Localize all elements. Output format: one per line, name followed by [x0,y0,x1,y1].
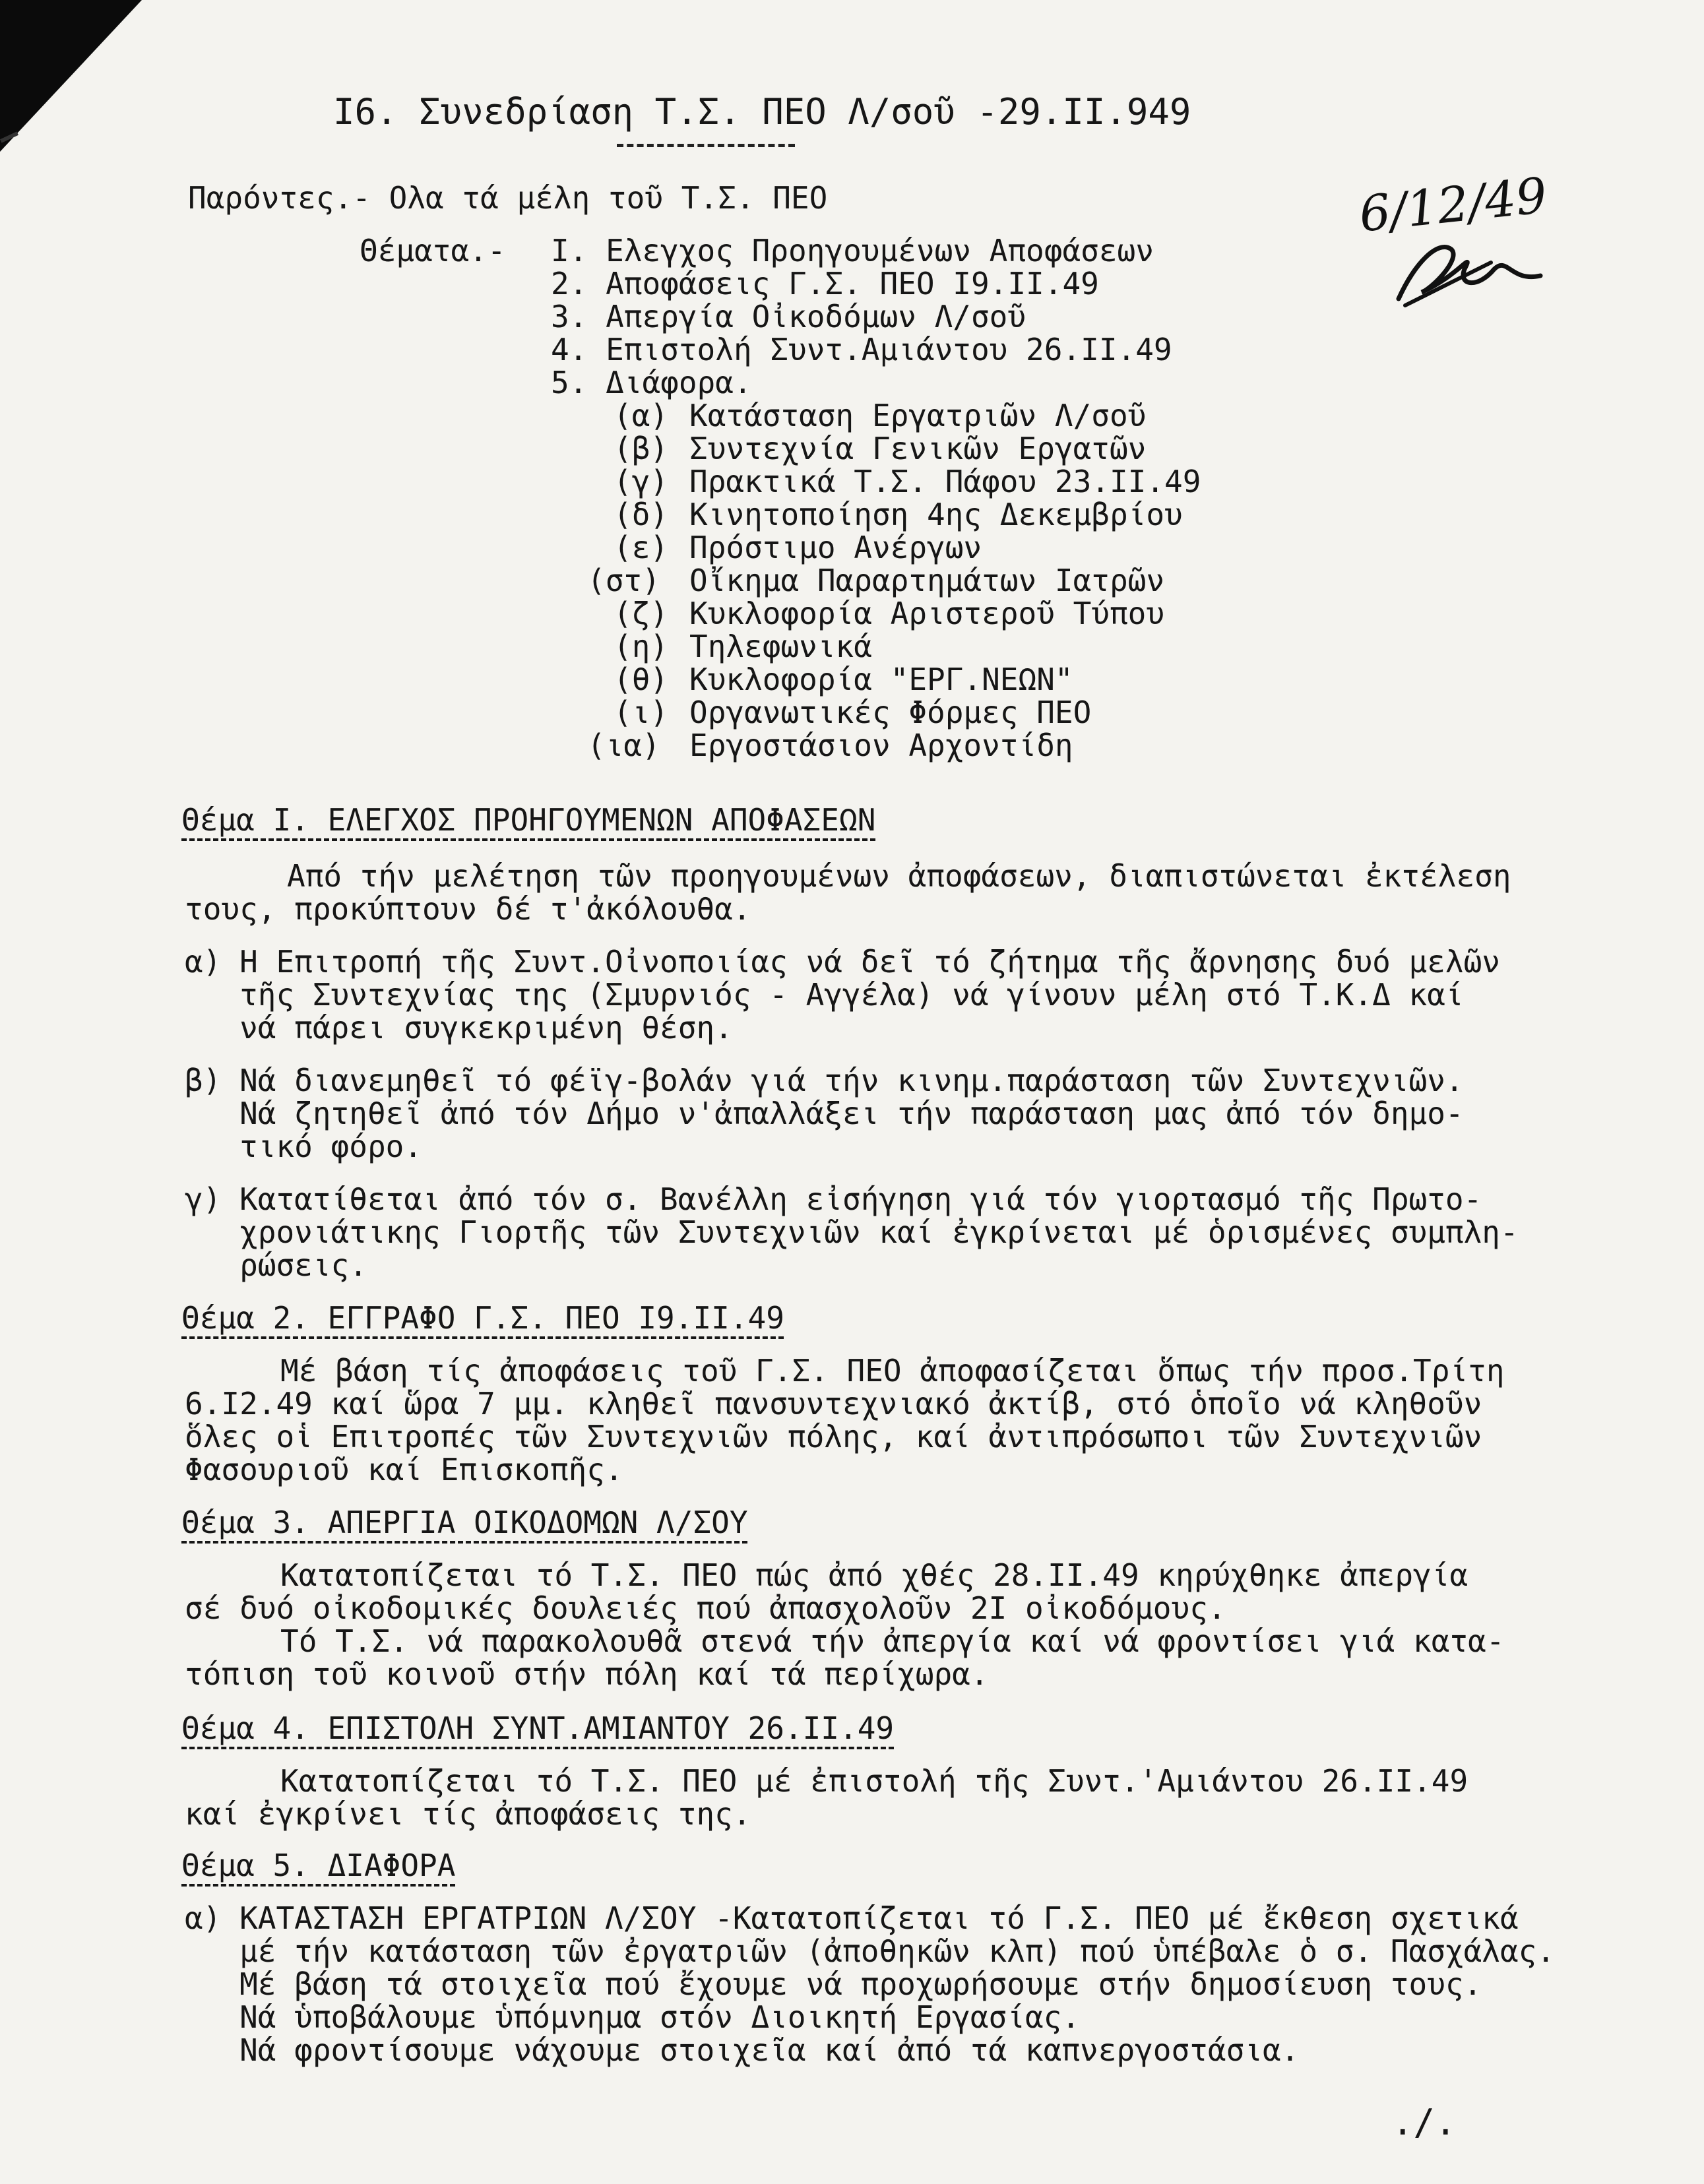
agenda-subitem-key: (η) [614,629,669,664]
agenda-subitem: Οἴκημα Παραρτημάτων Ιατρῶν [689,563,1165,598]
section-text: μέ τήν κατάσταση τῶν ἐργατριῶν (ἀποθηκῶν κλπ) πού ὑπέβαλε ὁ σ. Πασχάλας. [185,1933,1556,1969]
handwritten-date: 6/12/49 [1356,167,1550,243]
section-text: τους, προκύπτουν δέ τ'ἀκόλουθα. [185,891,751,927]
section-title: Θέμα 3. ΑΠΕΡΓΙΑ ΟΙΚΟΔΟΜΩΝ Λ/ΣΟΥ [181,1505,748,1540]
section-title: Θέμα 2. ΕΓΓΡΑΦΟ Γ.Σ. ΠΕΟ I9.II.49 [181,1300,784,1336]
section-text: Νά φροντίσουμε νάχουμε στοιχεῖα καί ἀπό τά καπνεργοστάσια. [185,2032,1300,2068]
agenda-subitem-key: (ι) [614,695,669,730]
section-title: Θέμα 5. ΔΙΑΦΟΡΑ [181,1848,456,1883]
section-text: ρώσεις. [185,1247,367,1283]
section-text: ὅλες οἱ Επιτροπές τῶν Συντεχνιῶν πόλης, καί ἀντιπρόσωποι τῶν Συντεχνιῶν [185,1419,1482,1454]
section-text: τόπιση τοῦ κοινοῦ στήν πόλη καί τά περίχωρα. [185,1656,989,1692]
section-text: α) ΚΑΤΑΣΤΑΣΗ ΕΡΓΑΤΡΙΩΝ Λ/ΣΟΥ -Κατατοπίζεται τό Γ.Σ. ΠΕΟ μέ ἔκθεση σχετικά [185,1900,1519,1936]
agenda-item: 3. Απεργία Οἰκοδόμων Λ/σοῦ [551,299,1026,334]
handwritten-signature-icon [1359,177,1557,315]
section-text: γ) Κατατίθεται ἀπό τόν σ. Βανέλλη εἰσήγηση γιά τόν γιορτασμό τῆς Πρωτο- [185,1181,1482,1217]
agenda-item: 4. Επιστολή Συντ.Αμιάντου 26.II.49 [551,332,1172,367]
agenda-subitem-key: (γ) [614,464,669,499]
section-text: τικό φόρο. [185,1129,423,1164]
agenda-subitem: Κατάσταση Εργατριῶν Λ/σοῦ [689,398,1147,433]
section-text: Φασουριοῦ καί Επισκοπῆς. [185,1452,623,1487]
agenda-subitem-key: (β) [614,431,669,466]
section-text: σέ δυό οἰκοδομικές δουλειές πού ἀπασχολοῦν 2I οἰκοδόμους. [185,1590,1226,1626]
agenda-subitem-key: (α) [614,398,669,433]
section-text: νά πάρει συγκεκριμένη θέση. [185,1010,733,1045]
agenda-subitem: Οργανωτικές Φόρμες ΠΕΟ [689,695,1092,730]
agenda-subitem-key: (ζ) [614,596,669,631]
agenda-subitem: Πρόστιμο Ανέργων [689,530,982,565]
agenda-subitem: Κυκλοφορία Αριστεροῦ Τύπου [689,596,1165,631]
section-text: Μέ βάση τίς ἀποφάσεις τοῦ Γ.Σ. ΠΕΟ ἀποφασίζεται ὅπως τήν προσ.Τρίτη [280,1353,1505,1388]
scan-corner-shadow [0,0,142,152]
section-text: Τό Τ.Σ. νά παρακολουθᾶ στενά τήν ἀπεργία καί νά φροντίσει γιά κατα- [280,1623,1505,1659]
section-text: Νά ὑποβάλουμε ὑπόμνημα στόν Διοικητή Εργασίας. [185,1999,1081,2035]
agenda-subitem-key: (στ) [587,563,660,598]
agenda-subitem-key: (ε) [614,530,669,565]
section-text: Κατατοπίζεται τό Τ.Σ. ΠΕΟ μέ ἐπιστολή τῆς Συντ.'Αμιάντου 26.II.49 [280,1763,1468,1799]
agenda-subitem-key: (δ) [614,497,669,532]
agenda-item: 2. Αποφάσεις Γ.Σ. ΠΕΟ I9.II.49 [551,266,1099,301]
title-underline [617,144,795,147]
section-text: Νά ζητηθεῖ ἀπό τόν Δήμο ν'ἀπαλλάξει τήν παράσταση μας ἀπό τόν δημο- [185,1096,1464,1131]
agenda-item: I. Ελεγχος Προηγουμένων Αποφάσεων [551,233,1154,268]
attendance-line: Παρόντες.- Ολα τά μέλη τοῦ Τ.Σ. ΠΕΟ [188,180,828,216]
section-title: Θέμα I. ΕΛΕΓΧΟΣ ΠΡΟΗΓΟΥΜΕΝΩΝ ΑΠΟΦΑΣΕΩΝ [181,802,876,838]
section-text: καί ἐγκρίνει τίς ἀποφάσεις της. [185,1796,751,1832]
agenda-subitem: Συντεχνία Γενικῶν Εργατῶν [689,431,1147,466]
section-text: α) Η Επιτροπή τῆς Συντ.Οἰνοποιίας νά δεῖ τό ζήτημα τῆς ἄρνησης δυό μελῶν [185,944,1500,980]
agenda-subitem-key: (ια) [587,728,660,763]
section-text: Από τήν μελέτηση τῶν προηγουμένων ἀποφάσεων, διαπιστώνεται ἐκτέλεση [287,858,1511,894]
agenda-subitem-key: (θ) [614,662,669,697]
continuation-mark: ./. [1392,2102,1457,2143]
agenda-subitem: Τηλεφωνικά [689,629,872,664]
agenda-subitem: Εργοστάσιον Αρχοντίδη [689,728,1073,763]
agenda-subitem: Πρακτικά Τ.Σ. Πάφου 23.II.49 [689,464,1201,499]
section-title: Θέμα 4. ΕΠΙΣΤΟΛΗ ΣΥΝΤ.ΑΜΙΑΝΤΟΥ 26.II.49 [181,1710,895,1746]
section-text: β) Νά διανεμηθεῖ τό φέϊγ-βολάν γιά τήν κινημ.παράσταση τῶν Συντεχνιῶν. [185,1063,1464,1098]
section-text: τῆς Συντεχνίας της (Σμυρνιός - Αγγέλα) νά γίνουν μέλη στό Τ.Κ.Δ καί [185,977,1464,1013]
agenda-subitem: Κυκλοφορία "ΕΡΓ.ΝΕΩΝ" [689,662,1073,697]
section-text: χρονιάτικης Γιορτῆς τῶν Συντεχνιῶν καί ἐγκρίνεται μέ ὁρισμένες συμπλη- [185,1214,1519,1250]
agenda-subitem: Κινητοποίηση 4ης Δεκεμβρίου [689,497,1183,532]
handwritten-annotation [1356,167,1557,315]
document-title: I6. Συνεδρίαση Τ.Σ. ΠΕΟ Λ/σοῦ -29.II.949 [333,91,1191,133]
section-text: Κατατοπίζεται τό Τ.Σ. ΠΕΟ πώς ἀπό χθές 28.II.49 κηρύχθηκε ἀπεργία [280,1557,1468,1593]
agenda-item: 5. Διάφορα. [551,365,752,400]
agenda-label: Θέματα.- [360,233,506,268]
section-text: Μέ βάση τά στοιχεῖα πού ἔχουμε νά προχωρήσουμε στήν δημοσίευση τους. [185,1966,1482,2002]
section-text: 6.I2.49 καί ὥρα 7 μμ. κληθεῖ πανσυντεχνιακό ἀκτίβ, στό ὁποῖο νά κληθοῦν [185,1386,1482,1421]
